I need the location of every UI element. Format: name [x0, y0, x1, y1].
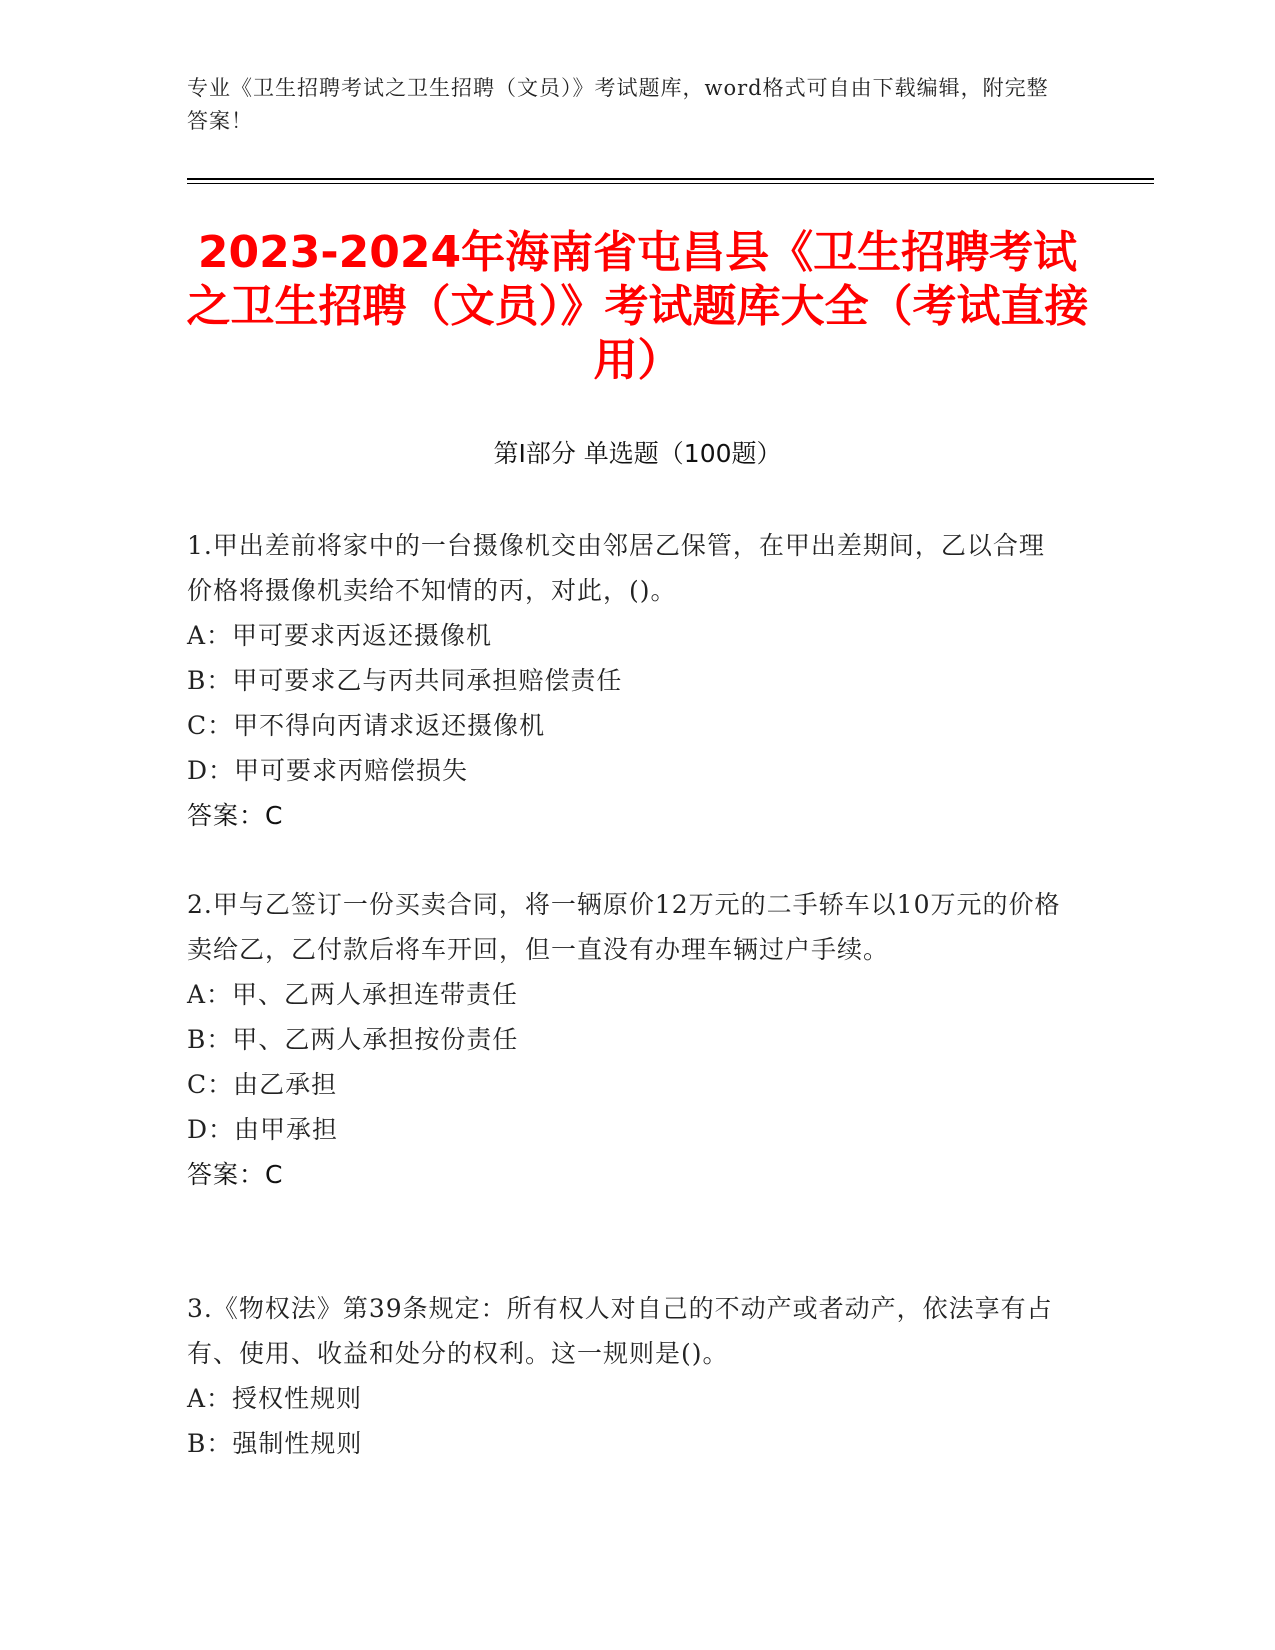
header-divider-thin — [187, 183, 1154, 184]
question-stem: 1.甲出差前将家中的一台摄像机交由邻居乙保管，在甲出差期间，乙以合理价格将摄像机卖给不知情的丙，对此，()。 — [187, 531, 1045, 605]
question-stem: 2.甲与乙签订一份买卖合同，将一辆原价12万元的二手轿车以10万元的价格卖给乙，乙付款后将车开回，但一直没有办理车辆过户手续。 — [187, 890, 1061, 964]
question-stem: 3.《物权法》第39条规定：所有权人对自己的不动产或者动产，依法享有占有、使用、收益和处分的权利。这一规则是()。 — [187, 1294, 1053, 1368]
option-a: A：授权性规则 — [187, 1384, 363, 1413]
section-title: 第Ⅰ部分 单选题（100题） — [493, 439, 782, 468]
option-b: B：强制性规则 — [187, 1429, 363, 1458]
header-divider-thick — [187, 178, 1154, 180]
question-3 — [187, 1286, 1067, 1466]
option-d: D：由甲承担 — [187, 1115, 339, 1144]
option-b: B：甲、乙两人承担按份责任 — [187, 1025, 519, 1054]
header-note: 专业《卫生招聘考试之卫生招聘（文员）》考试题库，word格式可自由下载编辑，附完整答案！ — [187, 76, 1049, 133]
answer: 答案：C — [187, 1160, 284, 1189]
document-title: 2023-2024年海南省屯昌县《卫生招聘考试之卫生招聘（文员）》考试题库大全（考试直接用） — [186, 227, 1089, 386]
option-a: A：甲、乙两人承担连带责任 — [187, 980, 519, 1009]
option-b: B：甲可要求乙与丙共同承担赔偿责任 — [187, 666, 623, 695]
option-c: C：由乙承担 — [187, 1070, 338, 1099]
option-a: A：甲可要求丙返还摄像机 — [187, 621, 493, 650]
answer: 答案：C — [187, 801, 284, 830]
option-d: D：甲可要求丙赔偿损失 — [187, 756, 469, 785]
question-1 — [187, 523, 1067, 838]
option-c: C：甲不得向丙请求返还摄像机 — [187, 711, 546, 740]
question-2 — [187, 882, 1067, 1197]
